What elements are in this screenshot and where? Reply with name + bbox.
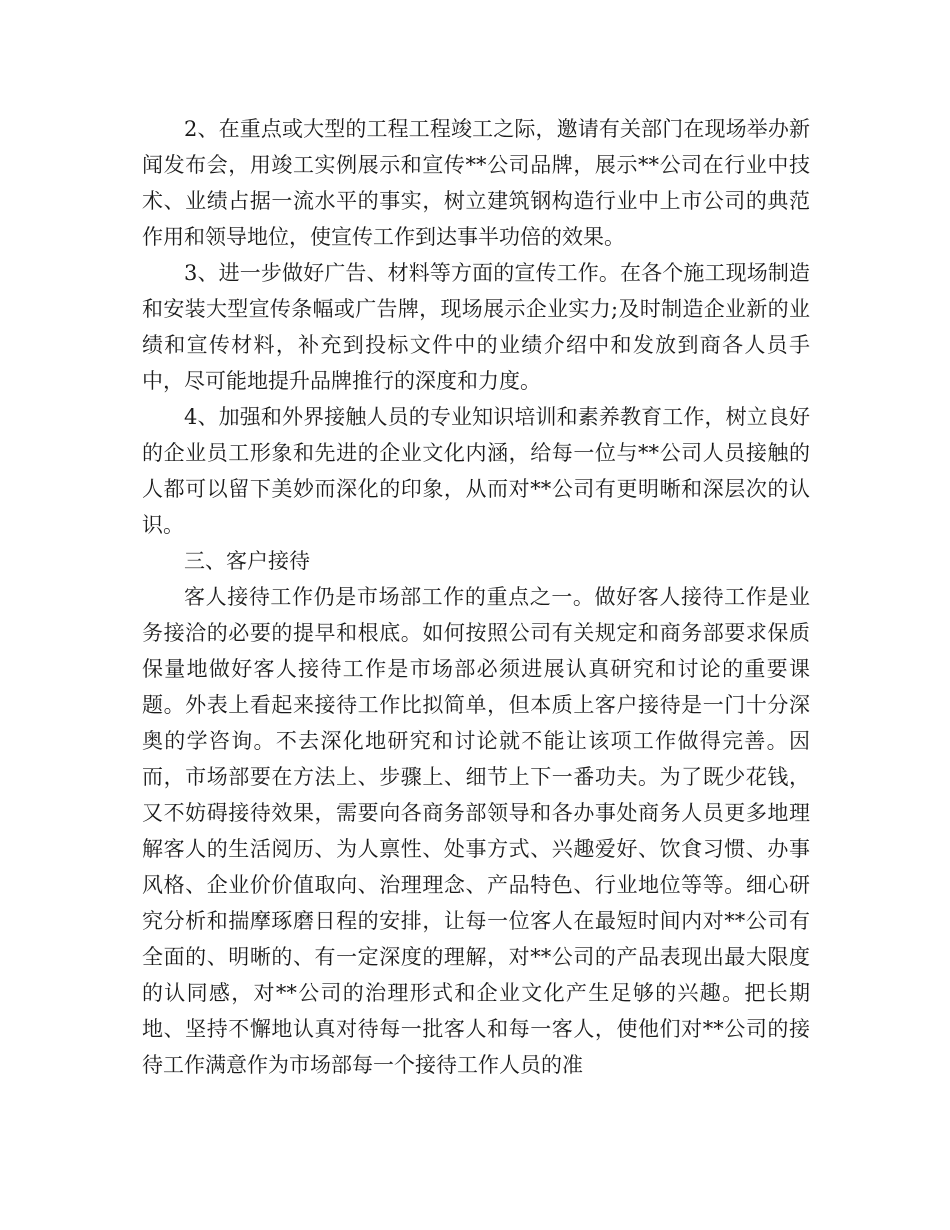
paragraph-item-2: 2、在重点或大型的工程工程竣工之际，邀请有关部门在现场举办新闻发布会，用竣工实例展示和宣传**公司品牌，展示**公司在行业中技术、业绩占据一流水平的事实，树立建筑钢构造行业中上市公司的典范作用和领导地位，使宣传工作到达事半功倍的效果。 (142, 117, 810, 249)
paragraph-customer-reception: 客人接待工作仍是市场部工作的重点之一。做好客人接待工作是业务接洽的必要的提早和根底。如何按照公司有关规定和商务部要求保质保量地做好客人接待工作是市场部必须进展认真研究和讨论的重要课题。外表上看起来接待工作比拟简单，但本质上客户接待是一门十分深奥的学咨询。不去深化地研究和讨论就不能让该项工作做得完善。因而，市场部要在方法上、步骤上、细节上下一番功夫。为了既少花钱，又不妨碍接待效果，需要向各商务部领导和各办事处商务人员更多地理解客人的生活阅历、为人禀性、处事方式、兴趣爱好、饮食习惯、办事风格、企业价价值取向、治理理念、产品特色、行业地位等等。细心研究分析和揣摩琢磨日程的安排，让每一位客人在最短时间内对**公司有全面的、明晰的、有一定深度的理解，对**公司的产品表现出最大限度的认同感，对**公司的治理形式和企业文化产生足够的兴趣。把长期地、坚持不懈地认真对待每一批客人和每一客人，使他们对**公司的接待工作满意作为市场部每一个接待工作人员的准 (142, 585, 810, 1077)
paragraph-item-3: 3、进一步做好广告、材料等方面的宣传工作。在各个施工现场制造和安装大型宣传条幅或广告牌，现场展示企业实力;及时制造企业新的业绩和宣传材料，补充到投标文件中的业绩介绍中和发放到商各人员手中，尽可能地提升品牌推行的深度和力度。 (142, 261, 810, 393)
document-body (142, 111, 810, 1083)
paragraph-item-4: 4、加强和外界接触人员的专业知识培训和素养教育工作，树立良好的企业员工形象和先进的企业文化内涵，给每一位与**公司人员接触的人都可以留下美妙而深化的印象，从而对**公司有更明晰和深层次的认识。 (142, 405, 810, 537)
section-heading-customer-reception: 三、客户接待 (184, 549, 310, 573)
